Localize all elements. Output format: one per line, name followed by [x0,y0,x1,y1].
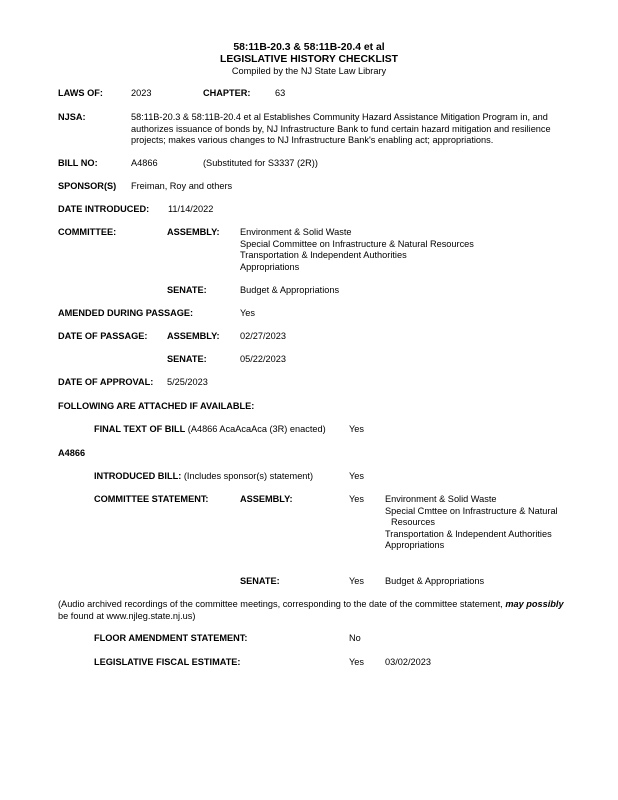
audio-note-text: (Audio archived recordings of the committee meetings, corresponding to the date of the committee statement, [58,599,506,609]
document-subtitle: LEGISLATIVE HISTORY CHECKLIST [219,54,398,65]
cs-assembly-item: Appropriations [385,540,445,550]
committee-statement-label: COMMITTEE STATEMENT: [94,494,209,504]
cs-assembly-item: Environment & Solid Waste [385,494,497,504]
cs-assembly-value: Yes [349,494,364,504]
committee-assembly-item: Transportation & Independent Authorities [240,250,407,260]
njsa-line: authorizes issuance of bonds by, NJ Infrastructure Bank to fund certain hazard mitigation and resilience [131,123,551,134]
introduced-bill-label: INTRODUCED BILL: [94,471,182,481]
committee-senate-item: Budget & Appropriations [240,285,340,295]
committee-assembly-item: Environment & Solid Waste [240,227,352,237]
audio-note-line1 [58,599,564,611]
cs-senate-label: SENATE: [240,576,280,586]
passage-senate-date: 05/22/2023 [240,354,286,364]
chapter-label: CHAPTER: [203,88,251,98]
attached-heading: FOLLOWING ARE ATTACHED IF AVAILABLE: [58,401,255,411]
passage-assembly-label: ASSEMBLY: [167,331,220,341]
final-text-value: Yes [349,424,364,434]
passage-assembly-date: 02/27/2023 [240,331,286,341]
cs-assembly-label: ASSEMBLY: [240,494,293,504]
cs-assembly-item: Resources [391,517,435,527]
committee-senate-label: SENATE: [167,285,207,295]
substituted-for: (Substituted for S3337 (2R)) [203,158,318,168]
cs-senate-item: Budget & Appropriations [385,576,485,586]
cs-senate-value: Yes [349,576,364,586]
committee-assembly-item: Special Committee on Infrastructure & Natural Resources [240,238,474,249]
bill-no-label: BILL NO: [58,158,98,168]
audio-note-line2: be found at www.njleg.state.nj.us) [58,610,196,621]
final-text-label: FINAL TEXT OF BILL [94,424,186,434]
njsa-line: projects; makes various changes to NJ Infrastructure Bank's enabling act; appropriations. [131,135,494,145]
amended-label: AMENDED DURING PASSAGE: [58,308,194,318]
passage-senate-label: SENATE: [167,354,207,364]
laws-of-label: LAWS OF: [58,88,103,98]
fiscal-estimate-value: Yes [349,657,364,667]
final-text-detail: (A4866 AcaAcaAca (3R) enacted) [187,424,326,434]
committee-assembly-item: Appropriations [240,261,300,272]
compiled-by: Compiled by the NJ State Law Library [231,66,387,76]
chapter-value: 63 [275,88,286,98]
sponsors-label: SPONSOR(S) [58,181,117,191]
fiscal-estimate-label: LEGISLATIVE FISCAL ESTIMATE: [94,657,241,667]
fiscal-estimate-date: 03/02/2023 [385,657,431,667]
document-title: 58:11B-20.3 & 58:11B-20.4 et al [233,42,385,53]
date-of-approval-label: DATE OF APPROVAL: [58,377,154,387]
floor-amendment-label: FLOOR AMENDMENT STATEMENT: [94,633,248,643]
date-introduced-value: 11/14/2022 [168,204,214,214]
audio-note-emphasis: may possibly [505,599,564,609]
introduced-bill-value: Yes [349,471,364,481]
bill-no-value: A4866 [131,158,158,168]
introduced-bill-detail: (Includes sponsor(s) statement) [183,471,314,481]
njsa-line: 58:11B-20.3 & 58:11B-20.4 et al Establishes Community Hazard Assistance Mitigation Program in, and [131,112,548,122]
date-of-approval-value: 5/25/2023 [167,377,208,387]
final-text-row [94,424,326,436]
date-of-passage-label: DATE OF PASSAGE: [58,331,148,341]
amended-value: Yes [240,308,255,318]
bill-section-heading: A4866 [58,448,86,458]
cs-assembly-item: Special Cmttee on Infrastructure & Natural [385,505,558,516]
sponsors-value: Freiman, Roy and others [131,181,233,191]
introduced-bill-row [94,471,313,483]
committee-assembly-label: ASSEMBLY: [167,227,220,237]
committee-label: COMMITTEE: [58,227,117,237]
cs-assembly-item: Transportation & Independent Authorities [385,528,552,539]
njsa-label: NJSA: [58,112,86,122]
date-introduced-label: DATE INTRODUCED: [58,204,150,214]
floor-amendment-value: No [349,633,361,643]
laws-of-value: 2023 [131,88,152,98]
